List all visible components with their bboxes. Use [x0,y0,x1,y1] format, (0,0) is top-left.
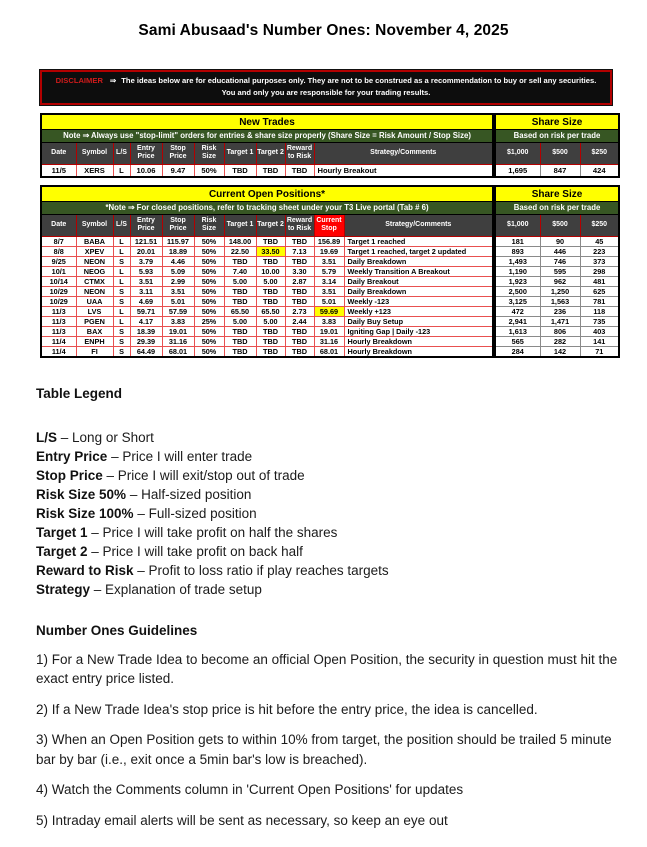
position-row [41,336,619,346]
cell-risk: 50% [194,346,224,357]
cell-reward: TBD [285,296,314,306]
cell-symbol: BAX [76,326,113,336]
cell-reward: TBD [285,164,314,177]
cell-500: 1,563 [540,296,580,306]
cell-stop: 2.99 [162,276,194,286]
cell-symbol: FI [76,346,113,357]
cell-target2: TBD [256,236,285,246]
column-header-entry: Entry Price [130,214,162,236]
cell-stop: 19.01 [162,326,194,336]
new-trades-title: New Trades [41,114,494,129]
legend-item [36,542,628,561]
cell-stop: 5.09 [162,266,194,276]
cell-date: 10/29 [41,286,76,296]
page-title: Sami Abusaad's Number Ones: November 4, 2025 [138,22,509,39]
column-header-strategy: Strategy/Comments [314,142,494,164]
cell-entry: 3.11 [130,286,162,296]
cell-symbol: CTMX [76,276,113,286]
cell-current-stop: 5.01 [314,296,344,306]
cell-risk: 50% [194,256,224,266]
column-header-target2: Target 2 [256,214,285,236]
cell-1000: 181 [494,236,540,246]
cell-entry: 18.39 [130,326,162,336]
cell-risk: 50% [194,236,224,246]
cell-strategy: Weekly Transition A Breakout [344,266,494,276]
cell-1000: 284 [494,346,540,357]
cell-stop: 3.83 [162,316,194,326]
legend-and-guidelines [36,386,628,831]
cell-symbol: UAA [76,296,113,306]
cell-500: 847 [540,164,580,177]
legend-desc: – Price I will enter trade [111,448,253,464]
position-row [41,236,619,246]
cell-250: 45 [580,236,619,246]
cell-500: 595 [540,266,580,276]
cell-500: 142 [540,346,580,357]
column-header-symbol: Symbol [76,142,113,164]
legend-term: Stop Price [36,467,103,483]
guidelines-heading: Number Ones Guidelines [36,622,198,638]
cell-strategy: Daily Breakout [344,276,494,286]
position-row [41,276,619,286]
cell-1000: 472 [494,306,540,316]
disclaimer-label: DISCLAIMER [55,76,103,85]
cell-250: 71 [580,346,619,357]
cell-current-stop: 156.89 [314,236,344,246]
cell-target2: 5.00 [256,316,285,326]
legend-desc: – Full-sized position [137,505,257,521]
cell-target1: TBD [224,336,256,346]
position-row [41,326,619,336]
column-header-reward: Reward to Risk [285,214,314,236]
cell-stop: 57.59 [162,306,194,316]
column-header-strategy: Strategy/Comments [344,214,494,236]
legend-item [36,428,628,447]
cell-ls: S [113,346,130,357]
cell-risk: 50% [194,306,224,316]
cell-date: 8/8 [41,246,76,256]
cell-date: 10/29 [41,296,76,306]
position-row [41,256,619,266]
cell-current-stop: 3.14 [314,276,344,286]
cell-1000: 565 [494,336,540,346]
cell-500: 1,471 [540,316,580,326]
cell-target2: TBD [256,164,285,177]
cell-date: 11/3 [41,316,76,326]
position-row [41,306,619,316]
cell-250: 735 [580,316,619,326]
cell-reward: TBD [285,326,314,336]
cell-current-stop: 59.69 [314,306,344,316]
cell-date: 10/1 [41,266,76,276]
cell-entry: 3.51 [130,276,162,286]
cell-strategy: Hourly Breakout [314,164,494,177]
cell-date: 10/14 [41,276,76,286]
cell-current-stop: 3.51 [314,286,344,296]
cell-reward: TBD [285,346,314,357]
cell-current-stop: 3.51 [314,256,344,266]
position-row [41,346,619,357]
legend-item [36,580,628,599]
cell-250: 298 [580,266,619,276]
cell-target2: TBD [256,296,285,306]
cell-target2: 65.50 [256,306,285,316]
legend-term: Target 1 [36,524,88,540]
cell-entry: 5.93 [130,266,162,276]
cell-symbol: NEON [76,286,113,296]
guidelines-list [36,650,628,831]
legend-desc: – Profit to loss ratio if play reaches targets [137,562,389,578]
cell-stop: 4.46 [162,256,194,266]
disclaimer-banner [40,70,612,105]
column-header-ls: L/S [113,214,130,236]
trade-row [41,164,619,177]
cell-500: 90 [540,236,580,246]
cell-current-stop: 3.83 [314,316,344,326]
cell-500: 1,250 [540,286,580,296]
cell-1000: 1,493 [494,256,540,266]
cell-strategy: Weekly +123 [344,306,494,316]
cell-entry: 29.39 [130,336,162,346]
cell-250: 141 [580,336,619,346]
legend-term: Strategy [36,581,91,597]
cell-entry: 121.51 [130,236,162,246]
cell-strategy: Hourly Breakdown [344,346,494,357]
cell-current-stop: 19.01 [314,326,344,336]
cell-date: 11/3 [41,326,76,336]
cell-target1: 7.40 [224,266,256,276]
open-positions-note: *Note ⇒ For closed positions, refer to tracking sheet under your T3 Live portal (Tab # 6) [41,201,494,214]
column-header-risk: Risk Size [194,142,224,164]
cell-date: 11/3 [41,306,76,316]
cell-current-stop: 31.16 [314,336,344,346]
cell-reward: TBD [285,336,314,346]
position-row [41,296,619,306]
cell-strategy: Daily Breakdown [344,286,494,296]
cell-entry: 3.79 [130,256,162,266]
new-trades-share-size-note: Based on risk per trade [494,129,619,142]
cell-risk: 50% [194,164,224,177]
cell-250: 781 [580,296,619,306]
legend-term: Target 2 [36,543,88,559]
column-header-target1: Target 1 [224,142,256,164]
cell-strategy: Hourly Breakdown [344,336,494,346]
open-positions-share-size-note: Based on risk per trade [494,201,619,214]
cell-reward: 2.87 [285,276,314,286]
cell-target1: TBD [224,346,256,357]
cell-risk: 50% [194,336,224,346]
column-header-reward: Reward to Risk [285,142,314,164]
cell-ls: L [113,246,130,256]
cell-1000: 2,500 [494,286,540,296]
cell-stop: 18.89 [162,246,194,256]
cell-250: 481 [580,276,619,286]
cell-risk: 25% [194,316,224,326]
new-trades-note: Note ⇒ Always use "stop-limit" orders for entries & share size properly (Share Size = Risk Amount / Stop Size) [41,129,494,142]
disclaimer-arrow-icon: ⇒ [109,76,117,85]
cell-symbol: NEON [76,256,113,266]
cell-1000: 3,125 [494,296,540,306]
cell-target2: 5.00 [256,276,285,286]
cell-target1: 5.00 [224,316,256,326]
cell-250: 403 [580,326,619,336]
disclaimer-line1: The ideas below are for educational purposes only. They are not to be construed as a recommendation to buy or sell any securities. [121,76,597,85]
column-header-target1: Target 1 [224,214,256,236]
cell-target1: 5.00 [224,276,256,286]
legend-desc: – Long or Short [60,429,154,445]
cell-1000: 2,941 [494,316,540,326]
cell-risk: 50% [194,276,224,286]
new-trades-header-row [41,142,619,164]
cell-500: 746 [540,256,580,266]
cell-target2: TBD [256,346,285,357]
legend-item [36,523,628,542]
cell-target2: TBD [256,326,285,336]
legend-term: Risk Size 100% [36,505,134,521]
cell-1000: 893 [494,246,540,256]
cell-stop: 115.97 [162,236,194,246]
cell-target2: 33.50 [256,246,285,256]
legend-heading: Table Legend [36,385,123,401]
cell-ls: L [113,316,130,326]
legend-term: Risk Size 50% [36,486,127,502]
cell-symbol: ENPH [76,336,113,346]
cell-risk: 50% [194,286,224,296]
cell-target1: 148.00 [224,236,256,246]
cell-target2: 10.00 [256,266,285,276]
position-row [41,266,619,276]
legend-desc: – Price I will exit/stop out of trade [106,467,305,483]
cell-target2: TBD [256,256,285,266]
cell-symbol: XPEV [76,246,113,256]
cell-entry: 10.06 [130,164,162,177]
new-trades-table [40,113,620,178]
cell-symbol: BABA [76,236,113,246]
cell-current-stop: 68.01 [314,346,344,357]
cell-250: 373 [580,256,619,266]
cell-reward: TBD [285,236,314,246]
position-row [41,286,619,296]
open-positions-header-row [41,214,619,236]
cell-stop: 9.47 [162,164,194,177]
cell-500: 962 [540,276,580,286]
guideline-item: 5) Intraday email alerts will be sent as necessary, so keep an eye out [36,812,448,828]
cell-ls: S [113,326,130,336]
cell-date: 8/7 [41,236,76,246]
column-header-target2: Target 2 [256,142,285,164]
cell-strategy: Daily Breakdown [344,256,494,266]
position-row [41,316,619,326]
cell-stop: 3.51 [162,286,194,296]
column-header-250: $250 [580,214,619,236]
cell-500: 282 [540,336,580,346]
cell-ls: S [113,286,130,296]
cell-date: 11/5 [41,164,76,177]
cell-target2: TBD [256,286,285,296]
cell-ls: S [113,336,130,346]
cell-symbol: LVS [76,306,113,316]
cell-strategy: Target 1 reached [344,236,494,246]
legend-desc: – Explanation of trade setup [93,581,262,597]
cell-1000: 1,613 [494,326,540,336]
legend-item [36,561,628,580]
cell-current-stop: 19.69 [314,246,344,256]
column-header-date: Date [41,142,76,164]
cell-entry: 20.01 [130,246,162,256]
cell-ls: S [113,296,130,306]
cell-stop: 68.01 [162,346,194,357]
cell-date: 11/4 [41,336,76,346]
cell-250: 424 [580,164,619,177]
new-trades-share-size-title: Share Size [494,114,619,129]
cell-symbol: PGEN [76,316,113,326]
cell-risk: 50% [194,296,224,306]
column-header-250: $250 [580,142,619,164]
cell-stop: 31.16 [162,336,194,346]
guideline-item: 3) When an Open Position gets to within 10% from target, the position should be trailed 5 minute bar by bar (i.e., exit once a 5min bar's low is breached). [36,732,612,767]
legend-term: L/S [36,429,58,445]
cell-strategy: Target 1 reached, target 2 updated [344,246,494,256]
column-header-date: Date [41,214,76,236]
cell-strategy: Weekly -123 [344,296,494,306]
cell-date: 11/4 [41,346,76,357]
cell-entry: 64.49 [130,346,162,357]
open-positions-title: Current Open Positions* [41,186,494,201]
cell-500: 446 [540,246,580,256]
cell-500: 236 [540,306,580,316]
cell-1000: 1,923 [494,276,540,286]
cell-reward: 2.44 [285,316,314,326]
cell-current-stop: 5.79 [314,266,344,276]
cell-reward: 2.73 [285,306,314,316]
cell-ls: L [113,276,130,286]
cell-symbol: NEOG [76,266,113,276]
cell-target1: 22.50 [224,246,256,256]
cell-500: 806 [540,326,580,336]
column-header-symbol: Symbol [76,214,113,236]
cell-ls: S [113,256,130,266]
cell-ls: L [113,236,130,246]
cell-risk: 50% [194,326,224,336]
cell-stop: 5.01 [162,296,194,306]
cell-reward: TBD [285,256,314,266]
cell-1000: 1,695 [494,164,540,177]
cell-entry: 59.71 [130,306,162,316]
cell-reward: 3.30 [285,266,314,276]
column-header-1000: $1,000 [494,214,540,236]
cell-target1: TBD [224,256,256,266]
legend-item [36,485,628,504]
cell-reward: 7.13 [285,246,314,256]
legend-item [36,466,628,485]
cell-ls: L [113,306,130,316]
column-header-stop: Stop Price [162,142,194,164]
cell-target1: TBD [224,296,256,306]
legend-desc: – Price I will take profit on half the shares [91,524,338,540]
cell-250: 223 [580,246,619,256]
open-positions-table [40,185,620,358]
cell-250: 625 [580,286,619,296]
legend-term: Reward to Risk [36,562,134,578]
cell-ls: L [113,164,130,177]
legend-desc: – Price I will take profit on back half [91,543,303,559]
cell-risk: 50% [194,266,224,276]
cell-target1: 65.50 [224,306,256,316]
cell-strategy: Daily Buy Setup [344,316,494,326]
cell-ls: L [113,266,130,276]
cell-entry: 4.69 [130,296,162,306]
legend-list [36,428,628,599]
guideline-item: 2) If a New Trade Idea's stop price is hit before the entry price, the idea is cancelled. [36,701,538,717]
column-header-1000: $1,000 [494,142,540,164]
column-header-500: $500 [540,142,580,164]
guideline-item: 4) Watch the Comments column in 'Current Open Positions' for updates [36,782,464,798]
column-header-stop: Stop Price [162,214,194,236]
open-positions-share-size-title: Share Size [494,186,619,201]
cell-250: 118 [580,306,619,316]
cell-symbol: XERS [76,164,113,177]
column-header-risk: Risk Size [194,214,224,236]
legend-item [36,447,628,466]
legend-term: Entry Price [36,448,108,464]
cell-target1: TBD [224,164,256,177]
cell-strategy: Igniting Gap | Daily -123 [344,326,494,336]
cell-date: 9/25 [41,256,76,266]
column-header-current-stop: Current Stop [314,214,344,236]
cell-target2: TBD [256,336,285,346]
disclaimer-line2: You and only you are responsible for your trading results. [221,88,431,98]
cell-reward: TBD [285,286,314,296]
cell-entry: 4.17 [130,316,162,326]
cell-1000: 1,190 [494,266,540,276]
legend-desc: – Half-sized position [129,486,252,502]
cell-target1: TBD [224,286,256,296]
cell-risk: 50% [194,246,224,256]
column-header-ls: L/S [113,142,130,164]
column-header-entry: Entry Price [130,142,162,164]
cell-target1: TBD [224,326,256,336]
position-row [41,246,619,256]
guideline-item: 1) For a New Trade Idea to become an official Open Position, the security in question must hit the exact entry price listed. [36,651,618,687]
legend-item [36,504,628,523]
column-header-500: $500 [540,214,580,236]
